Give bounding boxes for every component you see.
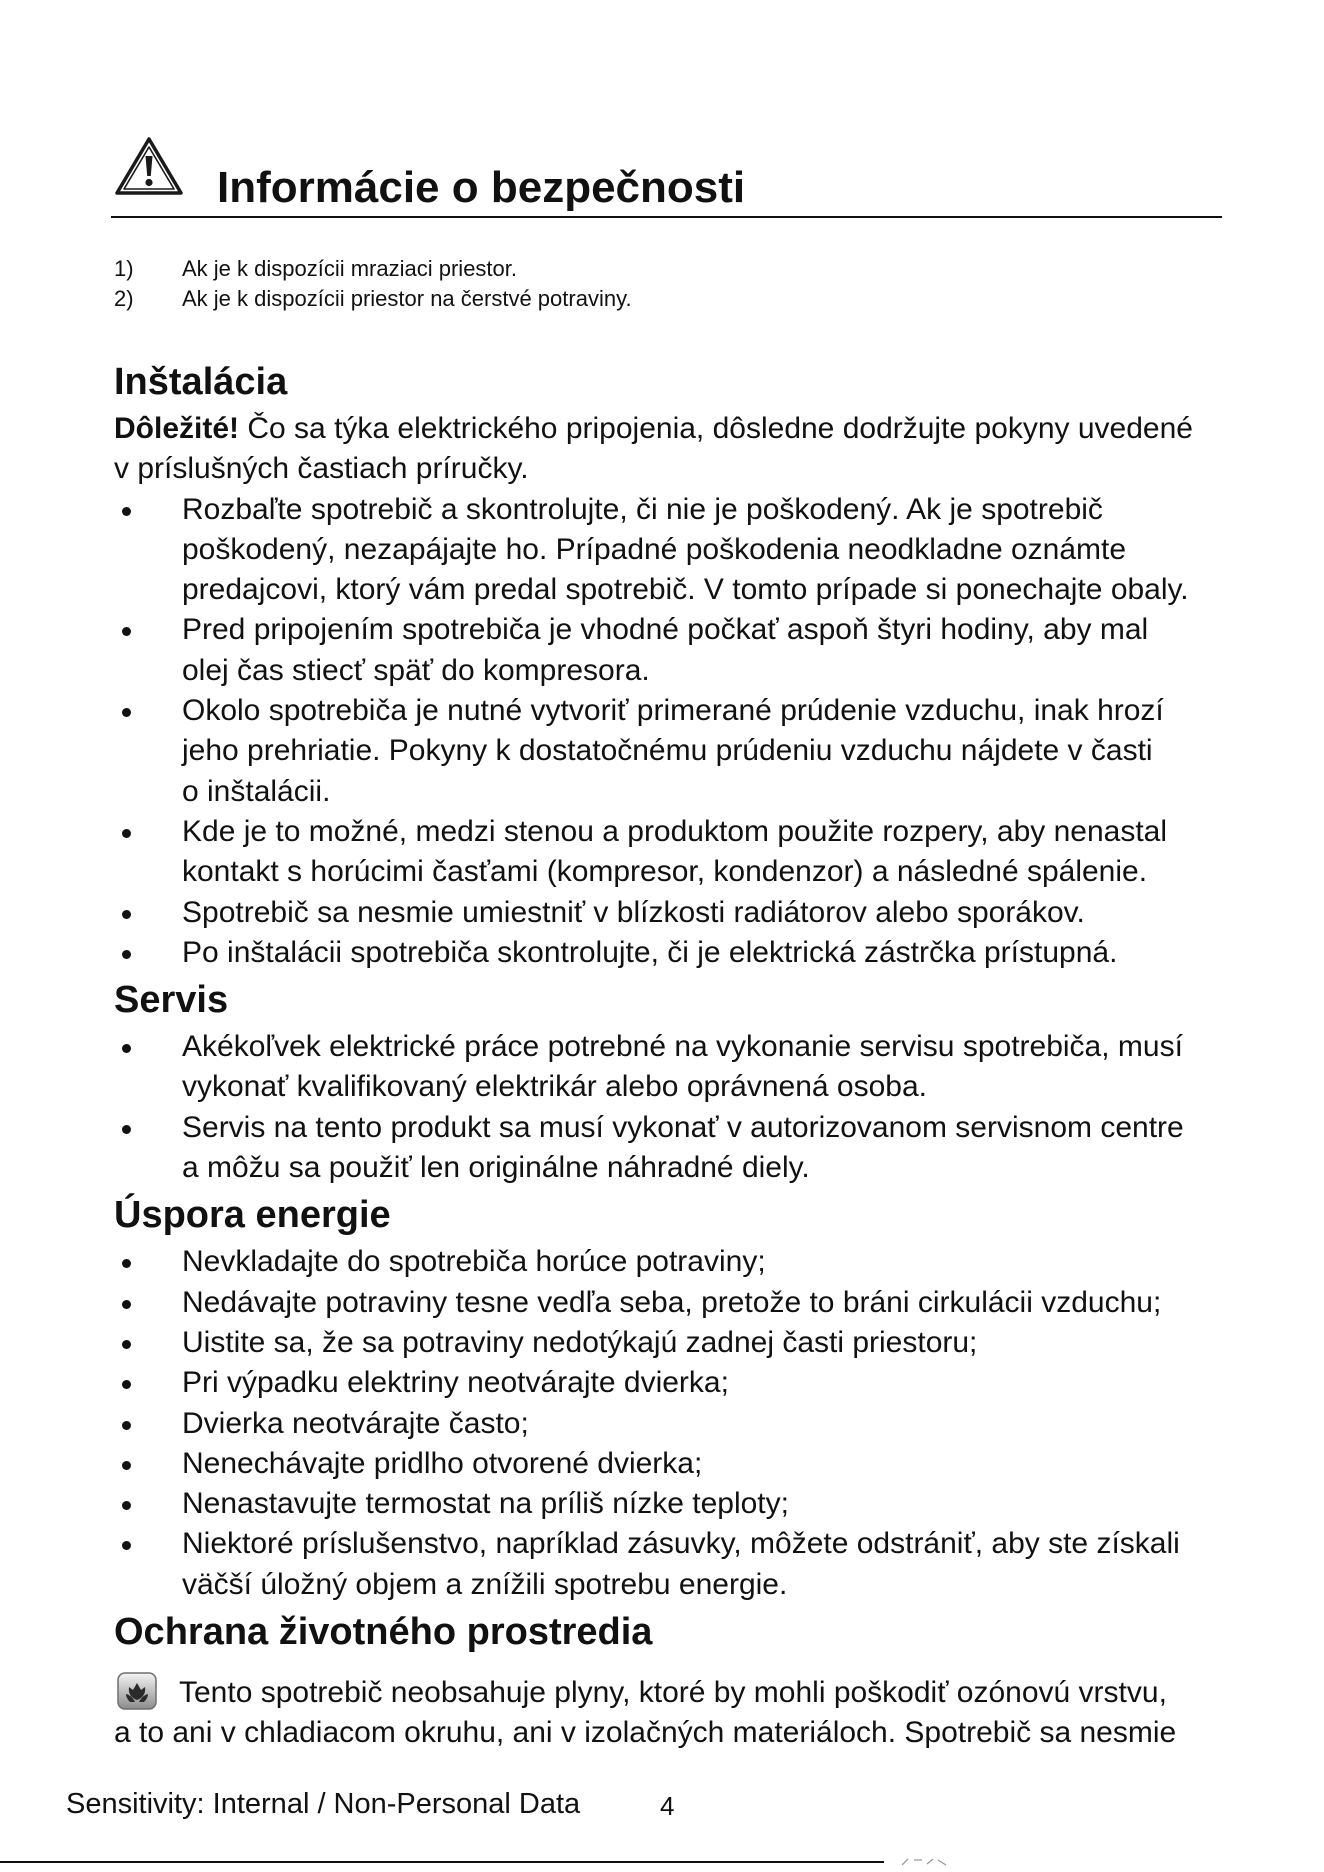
- bullet-line: jeho prehriatie. Pokyny k dostatočnému prúdeniu vzduchu nájdete v časti: [182, 734, 1153, 768]
- important-label: Dôležité!: [114, 412, 240, 445]
- document-body: [114, 254, 1254, 1754]
- bullet-item: [114, 1363, 1254, 1403]
- bullet-line: poškodený, nezapájajte ho. Prípadné poškodenia neodkladne oznámte: [182, 532, 1127, 566]
- bullet-line: väčší úložný objem a znížili spotrebu energie.: [182, 1567, 788, 1601]
- warning-triangle-icon: [114, 135, 184, 197]
- bullet-dot: [122, 950, 131, 959]
- bullet-dot: [122, 1300, 131, 1309]
- bullet-line: Nedávajte potraviny tesne vedľa seba, pretože to bráni cirkulácii vzduchu;: [182, 1285, 1162, 1319]
- bullet-item: [114, 490, 1254, 611]
- bullet-line: Akékoľvek elektrické práce potrebné na vykonanie servisu spotrebiča, musí: [182, 1030, 1183, 1064]
- bullet-item: [114, 1108, 1254, 1189]
- bullet-line: Dvierka neotvárajte často;: [182, 1406, 529, 1440]
- bullet-line: olej čas stiecť späť do kompresora.: [182, 653, 650, 687]
- bullet-item: [114, 933, 1254, 973]
- bullet-dot: [122, 829, 131, 838]
- bullet-item: [114, 691, 1254, 812]
- numbered-list-item: [114, 284, 1254, 314]
- section-heading-energy-saving: Úspora energie: [114, 1194, 391, 1237]
- bullet-dot: [122, 1461, 131, 1470]
- numbered-list-item: [114, 254, 1254, 284]
- list-number: 1): [114, 256, 134, 281]
- bullet-line: a môžu sa použiť len originálne náhradné diely.: [182, 1151, 810, 1185]
- bullet-item: [114, 893, 1254, 933]
- bullet-item: [114, 1283, 1254, 1323]
- bullet-line: Kde je to možné, medzi stenou a produktom použite rozpery, aby nenastal: [182, 814, 1168, 848]
- bullet-dot: [122, 910, 131, 919]
- bullet-item: [114, 1323, 1254, 1363]
- section-heading-installation: Inštalácia: [114, 361, 288, 403]
- page-number: 4: [660, 1791, 675, 1821]
- bullet-item: [114, 1524, 1254, 1605]
- bullet-line: predajcovi, ktorý vám predal spotrebič. V tomto prípade si ponechajte obaly.: [182, 573, 1189, 607]
- bullet-line: o inštalácii.: [182, 774, 331, 808]
- bullet-line: kontakt s horúcimi časťami (kompresor, kondenzor) a následné spálenie.: [182, 855, 1148, 889]
- bullet-line: Nenechávajte pridlho otvorené dvierka;: [182, 1446, 703, 1480]
- bullet-item: [114, 1404, 1254, 1444]
- bullet-item: [114, 1242, 1254, 1282]
- page-title: Informácie o bezpečnosti: [217, 163, 746, 212]
- bullet-line: Okolo spotrebiča je nutné vytvoriť primerané prúdenie vzduchu, inak hrozí: [182, 694, 1164, 728]
- bullet-line: Servis na tento produkt sa musí vykonať v autorizovanom servisnom centre: [182, 1110, 1184, 1144]
- bullet-item: [114, 812, 1254, 893]
- bullet-dot: [122, 1421, 131, 1430]
- environment-paragraph: [114, 1672, 1254, 1754]
- list-number: 2): [114, 286, 134, 311]
- scan-artifact: [900, 1856, 950, 1868]
- sensitivity-label: Sensitivity: Internal / Non-Personal Data: [66, 1788, 581, 1820]
- bullet-line: Niektoré príslušenstvo, napríklad zásuvky, môžete odstrániť, aby ste získali: [182, 1527, 1180, 1561]
- list-text: Ak je k dispozícii priestor na čerstvé potraviny.: [182, 286, 632, 311]
- bullet-line: Nenastavujte termostat na príliš nízke teploty;: [182, 1487, 789, 1521]
- paragraph-line: v príslušných častiach príručky.: [114, 452, 529, 486]
- bullet-item: [114, 1444, 1254, 1484]
- bullet-line: vykonať kvalifikovaný elektrikár alebo oprávnená osoba.: [182, 1070, 928, 1104]
- section-heading-environment: Ochrana životného prostredia: [114, 1611, 653, 1654]
- bullet-line: Nevkladajte do spotrebiča horúce potraviny;: [182, 1245, 766, 1279]
- bullet-item: [114, 1484, 1254, 1524]
- numbered-list: [114, 254, 1254, 314]
- bullet-line: Po inštalácii spotrebiča skontrolujte, či je elektrická zástrčka prístupná.: [182, 935, 1118, 969]
- bullet-item: [114, 610, 1254, 691]
- installation-intro: [114, 409, 1254, 490]
- list-text: Ak je k dispozícii mraziaci priestor.: [182, 256, 517, 281]
- bullet-line: Uistite sa, že sa potraviny nedotýkajú zadnej časti priestoru;: [182, 1325, 978, 1359]
- paragraph-text: Tento spotrebič neobsahuje plyny, ktoré by mohli poškodiť ozónovú vrstvu,: [179, 1676, 1167, 1710]
- bullet-dot: [122, 507, 131, 516]
- environment-icon: [117, 1672, 157, 1710]
- paragraph-line: [114, 409, 1254, 449]
- footer-divider: [0, 1861, 884, 1863]
- bullet-line: Pri výpadku elektriny neotvárajte dvierka;: [182, 1366, 729, 1400]
- paragraph-text: Čo sa týka elektrického pripojenia, dôsledne dodržujte pokyny uvedené: [247, 412, 1193, 445]
- bullet-dot: [122, 1340, 131, 1349]
- bullet-line: Rozbaľte spotrebič a skontrolujte, či nie je poškodený. Ak je spotrebič: [182, 492, 1103, 526]
- bullet-dot: [122, 708, 131, 717]
- title-divider: [111, 216, 1222, 218]
- bullet-dot: [122, 1125, 131, 1134]
- section-heading-service: Servis: [114, 979, 229, 1022]
- paragraph-line: a to ani v chladiacom okruhu, ani v izolačných materiáloch. Spotrebič sa nesmie: [114, 1716, 1177, 1750]
- bullet-item: [114, 1027, 1254, 1108]
- bullet-line: Pred pripojením spotrebiča je vhodné počkať aspoň štyri hodiny, aby mal: [182, 613, 1149, 647]
- bullet-line: Spotrebič sa nesmie umiestniť v blízkosti radiátorov alebo sporákov.: [182, 895, 1085, 929]
- paragraph-line: [114, 1672, 1254, 1713]
